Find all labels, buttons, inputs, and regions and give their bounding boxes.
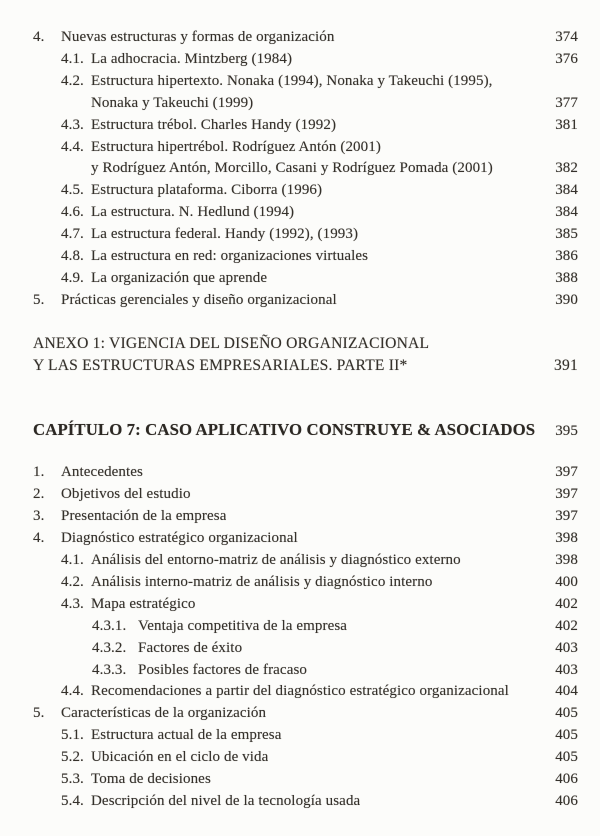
toc-entry-page-number: 403 [555, 639, 578, 656]
toc-entry [0, 246, 600, 268]
toc-entry-title: Recomendaciones a partir del diagnóstico estratégico organizacional [91, 683, 509, 700]
chapter-heading [0, 418, 600, 443]
toc-entry [0, 27, 600, 49]
toc-entry-number: 4.7. [61, 226, 84, 243]
chapter-page-number: 395 [555, 423, 578, 440]
toc-entry-number: 5. [33, 291, 45, 308]
toc-entry-page-number: 397 [555, 508, 578, 525]
toc-entry-page-number: 374 [555, 29, 578, 45]
toc-entry [0, 484, 600, 506]
annex-heading-line-1: ANEXO 1: VIGENCIA DEL DISEÑO ORGANIZACIONAL [33, 334, 430, 352]
toc-entry-title: La estructura. N. Hedlund (1994) [91, 204, 295, 221]
toc-entry-page-number: 381 [555, 116, 578, 133]
toc-entry-title: y Rodríguez Antón, Morcillo, Casani y Rodríguez Pomada (2001) [91, 160, 493, 177]
toc-entry-title: Análisis interno-matriz de análisis y diagnóstico interno [91, 573, 433, 590]
toc-entry-title: Objetivos del estudio [61, 486, 191, 503]
toc-entry-title: Factores de éxito [138, 639, 243, 656]
toc-section-chapter6 [0, 27, 600, 312]
toc-entry-page-number: 400 [555, 573, 578, 590]
toc-entry [0, 528, 600, 550]
toc-entry-page-number: 388 [555, 269, 578, 286]
toc-entry [0, 71, 600, 93]
toc-entry-title: Análisis del entorno-matriz de análisis y diagnóstico externo [91, 552, 461, 568]
toc-entry-title: Estructura hipertexto. Nonaka (1994), Nonaka y Takeuchi (1995), [91, 72, 493, 89]
toc-entry [0, 550, 600, 572]
toc-entry-page-number: 398 [555, 552, 578, 568]
toc-entry-page-number: 397 [555, 486, 578, 503]
toc-section-chapter7 [0, 462, 600, 813]
toc-entry-page-number: 397 [555, 464, 578, 481]
toc-entry-title: Ventaja competitiva de la empresa [138, 617, 348, 634]
toc-entry-title: La organización que aprende [91, 269, 268, 286]
toc-entry-title: Descripción del nivel de la tecnología usada [91, 792, 361, 809]
toc-entry [0, 224, 600, 246]
toc-entry-title: Presentación de la empresa [61, 508, 227, 525]
toc-entry-number: 1. [33, 464, 45, 481]
annex-heading [0, 333, 600, 378]
toc-entry [0, 462, 600, 484]
toc-entry [0, 791, 600, 813]
toc-entry [0, 115, 600, 137]
toc-entry [0, 660, 600, 682]
toc-entry-title: Estructura hipertrébol. Rodríguez Antón (2001) [91, 138, 381, 155]
toc-entry [0, 180, 600, 202]
toc-entry-title: Antecedentes [61, 464, 143, 481]
toc-entry-title: Estructura plataforma. Ciborra (1996) [91, 182, 323, 199]
toc-entry-number: 4.4. [61, 138, 84, 155]
toc-entry-title: Nonaka y Takeuchi (1999) [91, 94, 254, 111]
toc-entry-page-number: 377 [555, 94, 578, 111]
toc-entry-page-number: 398 [555, 530, 578, 547]
toc-entry-number: 4.2. [61, 573, 84, 590]
toc-entry-page-number: 406 [555, 771, 578, 788]
toc-entry-number: 4.4. [61, 683, 84, 700]
toc-entry-number: 4.3. [61, 116, 84, 133]
toc-entry-page-number: 404 [555, 683, 578, 700]
toc-entry-title: La estructura en red: organizaciones virtuales [91, 248, 369, 265]
toc-entry [0, 506, 600, 528]
toc-entry-page-number: 376 [555, 50, 578, 67]
toc-entry [0, 616, 600, 638]
toc-entry-number: 4.3.1. [92, 617, 127, 634]
toc-entry-page-number: 405 [555, 727, 578, 744]
toc-entry-page-number: 382 [555, 160, 578, 177]
toc-entry-title: Nuevas estructuras y formas de organización [61, 29, 335, 45]
chapter-heading-title: CAPÍTULO 7: CASO APLICATIVO CONSTRUYE & ASOCIADOS [33, 420, 536, 440]
toc-entry [0, 725, 600, 747]
toc-entry-title: Estructura trébol. Charles Handy (1992) [91, 116, 337, 133]
toc-entry-number: 5.3. [61, 771, 84, 788]
toc-entry-page-number: 403 [555, 661, 578, 678]
toc-entry [0, 703, 600, 725]
toc-entry-number: 4.1. [61, 552, 84, 568]
toc-entry [0, 268, 600, 290]
toc-entry-number: 4. [33, 29, 45, 45]
toc-entry-page-number: 402 [555, 617, 578, 634]
toc-entry-title: Ubicación en el ciclo de vida [91, 749, 269, 766]
annex-heading-line-2-text: Y LAS ESTRUCTURAS EMPRESARIALES. PARTE II* [33, 357, 408, 375]
toc-entry-title: Toma de decisiones [91, 771, 211, 788]
toc-entry-page-number: 384 [555, 204, 578, 221]
toc-entry-number: 4.1. [61, 50, 84, 67]
toc-entry-title: Posibles factores de fracaso [138, 661, 307, 678]
toc-entry-number: 5. [33, 705, 45, 722]
toc-entry-page-number: 384 [555, 182, 578, 199]
toc-entry-number: 4.3.3. [92, 661, 127, 678]
toc-entry [0, 638, 600, 660]
toc-entry-number: 4.3.2. [92, 639, 127, 656]
annex-page-number: 391 [554, 357, 578, 375]
toc-entry [0, 49, 600, 71]
toc-entry-number: 4. [33, 530, 45, 547]
toc-entry-number: 4.3. [61, 595, 84, 612]
toc-entry [0, 681, 600, 703]
toc-entry-title: Mapa estratégico [91, 595, 196, 612]
toc-entry [0, 158, 600, 180]
toc-entry-page-number: 405 [555, 749, 578, 766]
toc-entry-title: Estructura actual de la empresa [91, 727, 282, 744]
annex-heading-line-2 [33, 355, 578, 377]
toc-entry-title: Características de la organización [61, 705, 267, 722]
toc-entry-page-number: 385 [555, 226, 578, 243]
toc-entry-page-number: 406 [555, 792, 578, 809]
toc-entry-number: 4.2. [61, 72, 84, 89]
toc-entry-number: 4.5. [61, 182, 84, 199]
toc-entry-number: 5.1. [61, 727, 84, 744]
toc-entry-page-number: 402 [555, 595, 578, 612]
toc-entry-page-number: 386 [555, 248, 578, 265]
toc-entry-number: 4.8. [61, 248, 84, 265]
toc-entry-title: Prácticas gerenciales y diseño organizacional [61, 291, 337, 308]
toc-entry-number: 4.6. [61, 204, 84, 221]
toc-entry [0, 290, 600, 312]
toc-entry-number: 3. [33, 508, 45, 525]
toc-entry [0, 594, 600, 616]
toc-entry-page-number: 405 [555, 705, 578, 722]
toc-entry-number: 5.2. [61, 749, 84, 766]
toc-entry-number: 5.4. [61, 792, 84, 809]
toc-entry [0, 747, 600, 769]
toc-entry [0, 202, 600, 224]
toc-entry [0, 93, 600, 115]
toc-entry-page-number: 390 [555, 291, 578, 308]
toc-entry-number: 2. [33, 486, 45, 503]
toc-entry-title: La adhocracia. Mintzberg (1984) [91, 50, 293, 67]
toc-entry [0, 137, 600, 159]
toc-entry [0, 572, 600, 594]
toc-entry-number: 4.9. [61, 269, 84, 286]
toc-entry-title: La estructura federal. Handy (1992), (1993) [91, 226, 359, 243]
toc-entry-title: Diagnóstico estratégico organizacional [61, 530, 298, 547]
toc-entry [0, 769, 600, 791]
